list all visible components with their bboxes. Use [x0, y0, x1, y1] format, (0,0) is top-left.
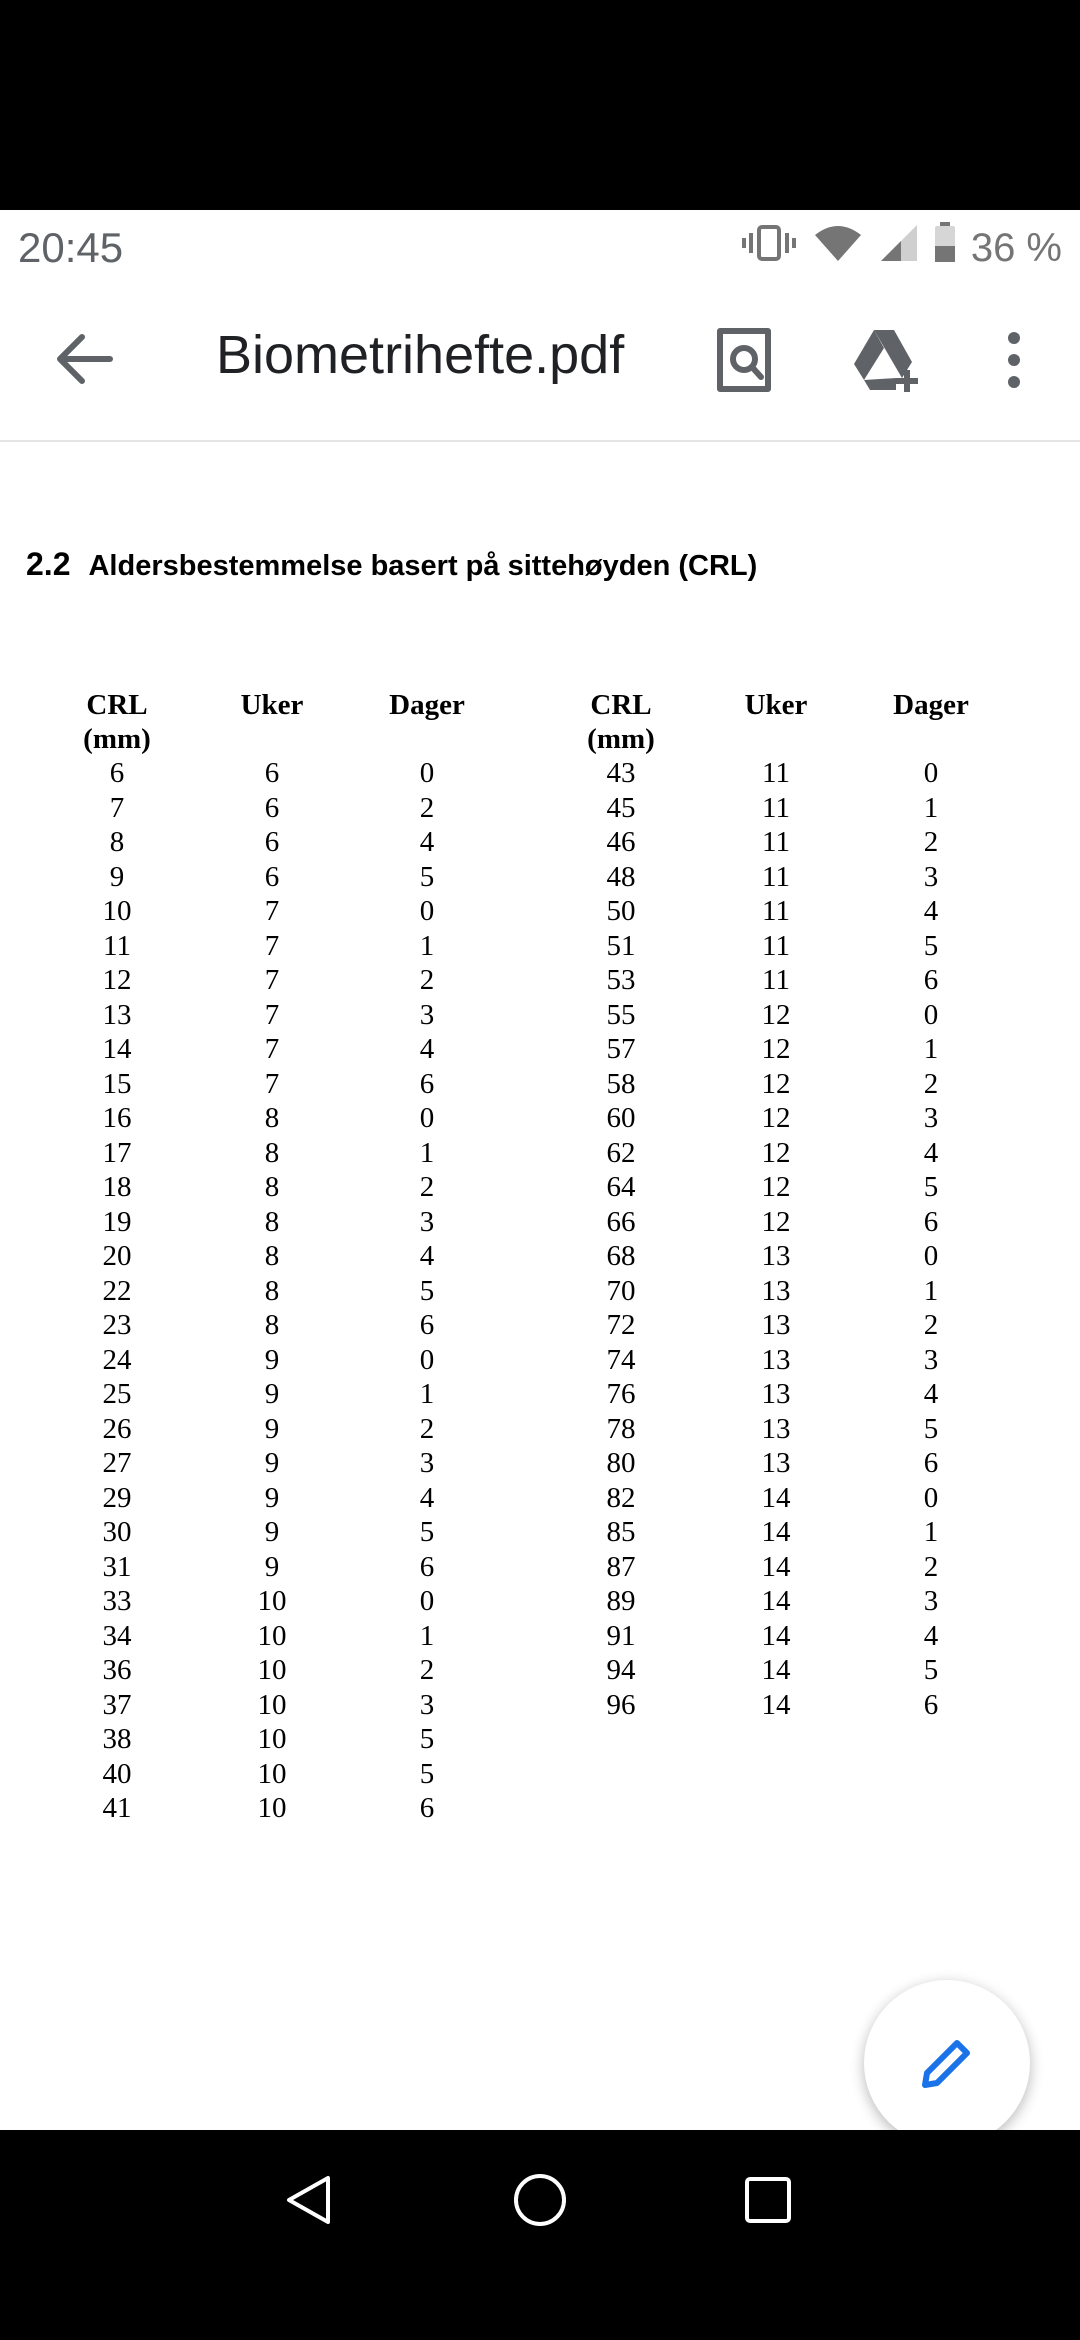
weeks-cell: 7 [264, 998, 280, 1031]
battery-icon [933, 222, 957, 274]
crl-cell: 13 [102, 998, 132, 1031]
table-row [546, 1101, 1006, 1136]
table-row [546, 1584, 1006, 1619]
table-row [546, 1550, 1006, 1585]
table-row [42, 1067, 502, 1102]
crl-cell: 34 [102, 1619, 132, 1652]
crl-cell: 80 [606, 1447, 636, 1479]
weeks-cell: 11 [762, 964, 790, 996]
table-row [42, 963, 502, 998]
days-cell: 5 [923, 1654, 939, 1686]
table-row [546, 963, 1006, 998]
weeks-cell: 10 [257, 1792, 287, 1824]
weeks-cell: 8 [264, 1136, 280, 1169]
crl-cell: 94 [606, 1654, 636, 1686]
days-cell: 6 [419, 1792, 435, 1824]
table-row [546, 1205, 1006, 1240]
crl-cell: 66 [606, 1205, 636, 1238]
table-row [546, 1412, 1006, 1447]
crl-cell: 17 [102, 1136, 132, 1169]
weeks-cell: 9 [264, 1481, 280, 1514]
crl-cell: 43 [606, 757, 636, 789]
crl-cell: 78 [606, 1412, 636, 1445]
table-row [42, 1377, 502, 1412]
crl-header: CRL (mm) [83, 689, 151, 755]
table-row [546, 1274, 1006, 1309]
crl-cell: 70 [606, 1274, 636, 1307]
arrow-back-icon [50, 324, 120, 394]
crl-cell: 6 [109, 757, 125, 789]
add-to-drive-icon [850, 328, 926, 392]
weeks-cell: 8 [264, 1102, 280, 1134]
days-cell: 0 [419, 895, 435, 927]
table-row [42, 1308, 502, 1343]
crl-cell: 82 [606, 1481, 636, 1514]
crl-cell: 18 [102, 1171, 132, 1203]
system-home-button[interactable] [490, 2150, 590, 2250]
table-row [42, 860, 502, 895]
days-cell: 4 [923, 1378, 939, 1410]
days-cell: 3 [923, 1343, 939, 1376]
table-row [42, 1170, 502, 1205]
days-cell: 0 [923, 1240, 939, 1272]
crl-cell: 36 [102, 1654, 132, 1686]
table-row [546, 791, 1006, 826]
table-row [42, 1205, 502, 1240]
back-triangle-outline-icon [284, 2174, 332, 2226]
weeks-cell: 10 [257, 1723, 287, 1755]
table-row [42, 1481, 502, 1516]
crl-cell: 16 [102, 1102, 132, 1134]
weeks-cell: 7 [264, 964, 280, 996]
table-row [42, 1343, 502, 1378]
crl-cell: 23 [102, 1309, 132, 1341]
table-row [546, 1688, 1006, 1723]
crl-cell: 25 [102, 1378, 132, 1410]
table-row [42, 1757, 502, 1792]
weeks-cell: 7 [264, 929, 280, 962]
crl-cell: 24 [102, 1343, 132, 1376]
weeks-cell: 12 [761, 998, 791, 1031]
find-in-document-button[interactable] [704, 320, 784, 400]
days-cell: 1 [419, 1136, 435, 1169]
crl-cell: 87 [606, 1550, 636, 1583]
days-cell: 5 [419, 1274, 435, 1307]
weeks-cell: 14 [761, 1550, 791, 1583]
weeks-cell: 11 [762, 791, 790, 824]
crl-cell: 48 [606, 860, 636, 893]
weeks-cell: 6 [264, 791, 280, 824]
more-vert-icon [1004, 330, 1024, 390]
system-back-button[interactable] [258, 2150, 358, 2250]
crl-cell: 30 [102, 1516, 132, 1548]
days-cell: 6 [419, 1309, 435, 1341]
days-cell: 0 [419, 757, 435, 789]
table-row [546, 1343, 1006, 1378]
crl-cell: 62 [606, 1136, 636, 1169]
days-cell: 2 [419, 1171, 435, 1203]
table-row [546, 929, 1006, 964]
table-row [42, 998, 502, 1033]
crl-cell: 10 [102, 895, 132, 927]
app-toolbar [0, 280, 1080, 442]
weeks-cell: 8 [264, 1309, 280, 1341]
days-cell: 2 [419, 1654, 435, 1686]
table-row [546, 998, 1006, 1033]
table-row [546, 860, 1006, 895]
weeks-cell: 12 [761, 1102, 791, 1134]
table-row [42, 1239, 502, 1274]
days-cell: 2 [419, 791, 435, 824]
table-row [42, 756, 502, 791]
crl-cell: 11 [103, 929, 131, 962]
status-bar [0, 210, 1080, 280]
crl-cell: 9 [109, 860, 125, 893]
battery-level: 36 % [970, 225, 1062, 270]
crl-cell: 57 [606, 1033, 636, 1065]
vibrate-icon [741, 223, 797, 273]
days-cell: 2 [923, 1550, 939, 1583]
weeks-cell: 8 [264, 1240, 280, 1272]
days-cell: 2 [419, 1412, 435, 1445]
weeks-cell: 8 [264, 1171, 280, 1203]
days-cell: 3 [419, 1688, 435, 1721]
weeks-cell: 12 [761, 1067, 791, 1100]
weeks-header: Uker [240, 689, 304, 721]
days-cell: 4 [419, 1033, 435, 1065]
days-cell: 3 [923, 1102, 939, 1134]
weeks-cell: 6 [264, 860, 280, 893]
table-row [42, 1653, 502, 1688]
days-cell: 5 [923, 1412, 939, 1445]
table-row [546, 1481, 1006, 1516]
days-cell: 3 [923, 1585, 939, 1617]
weeks-cell: 13 [761, 1378, 791, 1410]
weeks-cell: 10 [257, 1757, 287, 1790]
weeks-cell: 12 [761, 1205, 791, 1238]
crl-cell: 20 [102, 1240, 132, 1272]
weeks-cell: 9 [264, 1412, 280, 1445]
days-cell: 0 [419, 1585, 435, 1617]
days-cell: 4 [419, 1481, 435, 1514]
crl-cell: 33 [102, 1585, 132, 1617]
add-to-drive-button[interactable] [848, 320, 928, 400]
crl-cell: 27 [102, 1447, 132, 1479]
weeks-cell: 14 [761, 1516, 791, 1548]
crl-cell: 15 [102, 1067, 132, 1100]
table-row [42, 1412, 502, 1447]
table-row [42, 1136, 502, 1171]
days-cell: 1 [923, 791, 939, 824]
table-row [42, 1619, 502, 1654]
days-cell: 2 [419, 964, 435, 996]
weeks-cell: 11 [762, 860, 790, 893]
days-cell: 4 [923, 1136, 939, 1169]
table-row [546, 1308, 1006, 1343]
days-cell: 5 [923, 929, 939, 962]
days-cell: 4 [923, 895, 939, 927]
days-cell: 5 [419, 1723, 435, 1755]
crl-cell: 89 [606, 1585, 636, 1617]
find-in-document-icon [714, 327, 774, 393]
crl-cell: 41 [102, 1792, 132, 1824]
crl-cell: 58 [606, 1067, 636, 1100]
days-cell: 5 [419, 860, 435, 893]
days-cell: 5 [419, 1516, 435, 1548]
crl-cell: 38 [102, 1723, 132, 1755]
table-row [42, 1515, 502, 1550]
table-row [546, 1136, 1006, 1171]
days-cell: 0 [419, 1102, 435, 1134]
crl-header: CRL (mm) [587, 689, 655, 755]
table-row [42, 1688, 502, 1723]
days-cell: 4 [923, 1619, 939, 1652]
days-cell: 6 [923, 1447, 939, 1479]
table-row [546, 1515, 1006, 1550]
days-cell: 1 [419, 1619, 435, 1652]
days-cell: 0 [923, 998, 939, 1031]
weeks-cell: 10 [257, 1688, 287, 1721]
crl-cell: 26 [102, 1412, 132, 1445]
table-row [42, 791, 502, 826]
table-row [42, 1584, 502, 1619]
crl-cell: 37 [102, 1688, 132, 1721]
weeks-cell: 10 [257, 1619, 287, 1652]
table-row [42, 1550, 502, 1585]
weeks-cell: 11 [762, 826, 790, 858]
system-navigation-bar [0, 2130, 1080, 2340]
document-title: Biometrihefte.pdf [216, 325, 625, 385]
crl-cell: 53 [606, 964, 636, 996]
home-circle-outline-icon [512, 2172, 568, 2228]
table-row [546, 894, 1006, 929]
crl-cell: 7 [109, 791, 125, 824]
weeks-cell: 11 [762, 757, 790, 789]
weeks-cell: 12 [761, 1136, 791, 1169]
weeks-cell: 11 [762, 895, 790, 927]
days-cell: 6 [923, 1205, 939, 1238]
crl-cell: 22 [102, 1274, 132, 1307]
days-cell: 2 [923, 1309, 939, 1341]
crl-cell: 29 [102, 1481, 132, 1514]
signal-icon [879, 223, 919, 273]
table-row [546, 1653, 1006, 1688]
weeks-cell: 13 [761, 1343, 791, 1376]
section-number: 2.2 [26, 546, 71, 582]
days-cell: 1 [923, 1274, 939, 1307]
days-cell: 2 [923, 826, 939, 858]
table-row [42, 894, 502, 929]
weeks-cell: 9 [264, 1516, 280, 1548]
weeks-cell: 7 [264, 1067, 280, 1100]
table-row [42, 1722, 502, 1757]
crl-cell: 64 [606, 1171, 636, 1203]
days-cell: 6 [419, 1550, 435, 1583]
crl-cell: 60 [606, 1102, 636, 1134]
weeks-cell: 12 [761, 1171, 791, 1203]
crl-cell: 91 [606, 1619, 636, 1652]
table-row [42, 1274, 502, 1309]
days-cell: 2 [923, 1067, 939, 1100]
weeks-cell: 9 [264, 1343, 280, 1376]
weeks-cell: 8 [264, 1274, 280, 1307]
table-row [42, 1791, 502, 1826]
table-row [546, 1377, 1006, 1412]
days-cell: 1 [923, 1516, 939, 1548]
table-row [546, 1446, 1006, 1481]
crl-cell: 51 [606, 929, 636, 962]
weeks-cell: 10 [257, 1654, 287, 1686]
status-icons [741, 222, 1062, 274]
table-row [546, 1619, 1006, 1654]
crl-table-left [42, 688, 502, 1826]
table-row [546, 825, 1006, 860]
weeks-cell: 13 [761, 1412, 791, 1445]
system-recents-button[interactable] [718, 2150, 818, 2250]
days-cell: 6 [923, 1688, 939, 1721]
days-header: Dager [389, 689, 465, 721]
crl-cell: 96 [606, 1688, 636, 1721]
weeks-cell: 14 [761, 1688, 791, 1721]
weeks-cell: 14 [761, 1585, 791, 1617]
table-row [546, 1170, 1006, 1205]
crl-cell: 8 [109, 826, 125, 858]
table-row [546, 1067, 1006, 1102]
crl-cell: 19 [102, 1205, 132, 1238]
weeks-cell: 11 [762, 929, 790, 962]
weeks-cell: 13 [761, 1309, 791, 1341]
weeks-cell: 7 [264, 1033, 280, 1065]
days-cell: 1 [419, 1378, 435, 1410]
crl-cell: 31 [102, 1550, 132, 1583]
days-cell: 6 [923, 964, 939, 996]
crl-cell: 85 [606, 1516, 636, 1548]
crl-cell: 74 [606, 1343, 636, 1376]
square-outline-icon [744, 2176, 792, 2224]
crl-cell: 40 [102, 1757, 132, 1790]
weeks-cell: 6 [264, 757, 280, 789]
crl-cell: 68 [606, 1240, 636, 1272]
days-cell: 4 [419, 1240, 435, 1272]
crl-cell: 45 [606, 791, 636, 824]
weeks-cell: 13 [761, 1274, 791, 1307]
table-row [42, 929, 502, 964]
days-cell: 5 [419, 1757, 435, 1790]
crl-cell: 72 [606, 1309, 636, 1341]
days-cell: 3 [923, 860, 939, 893]
days-cell: 3 [419, 1205, 435, 1238]
weeks-cell: 6 [264, 826, 280, 858]
crl-cell: 12 [102, 964, 132, 996]
weeks-cell: 12 [761, 1033, 791, 1065]
weeks-cell: 13 [761, 1447, 791, 1479]
table-row [42, 825, 502, 860]
table-row [42, 1032, 502, 1067]
crl-cell: 55 [606, 998, 636, 1031]
pencil-icon [917, 2033, 977, 2093]
app-screen [0, 210, 1080, 2130]
section-title: Aldersbestemmelse basert på sittehøyden (CRL) [88, 550, 758, 582]
crl-cell: 76 [606, 1378, 636, 1410]
table-row [546, 1239, 1006, 1274]
table-row [546, 1032, 1006, 1067]
days-cell: 3 [419, 998, 435, 1031]
weeks-cell: 8 [264, 1205, 280, 1238]
clock: 20:45 [18, 224, 124, 271]
days-cell: 0 [923, 1481, 939, 1514]
days-header: Dager [893, 689, 969, 721]
back-button[interactable] [50, 324, 120, 394]
crl-table-right [546, 688, 1006, 1722]
weeks-cell: 14 [761, 1654, 791, 1686]
days-cell: 5 [923, 1171, 939, 1203]
days-cell: 6 [419, 1067, 435, 1100]
weeks-cell: 7 [264, 895, 280, 927]
weeks-cell: 13 [761, 1240, 791, 1272]
wifi-icon [811, 223, 865, 273]
crl-cell: 50 [606, 895, 636, 927]
weeks-cell: 9 [264, 1447, 280, 1479]
days-cell: 0 [419, 1343, 435, 1376]
weeks-header: Uker [744, 689, 808, 721]
weeks-cell: 14 [761, 1481, 791, 1514]
days-cell: 4 [419, 826, 435, 858]
days-cell: 1 [923, 1033, 939, 1065]
table-row [546, 756, 1006, 791]
weeks-cell: 14 [761, 1619, 791, 1652]
days-cell: 0 [923, 757, 939, 789]
weeks-cell: 9 [264, 1550, 280, 1583]
days-cell: 1 [419, 929, 435, 962]
crl-cell: 14 [102, 1033, 132, 1065]
weeks-cell: 10 [257, 1585, 287, 1617]
days-cell: 3 [419, 1447, 435, 1479]
weeks-cell: 9 [264, 1378, 280, 1410]
section-heading [26, 546, 757, 583]
table-row [42, 1446, 502, 1481]
table-row [42, 1101, 502, 1136]
edit-fab[interactable] [864, 1980, 1030, 2146]
more-options-button[interactable] [974, 320, 1054, 400]
crl-cell: 46 [606, 826, 636, 858]
